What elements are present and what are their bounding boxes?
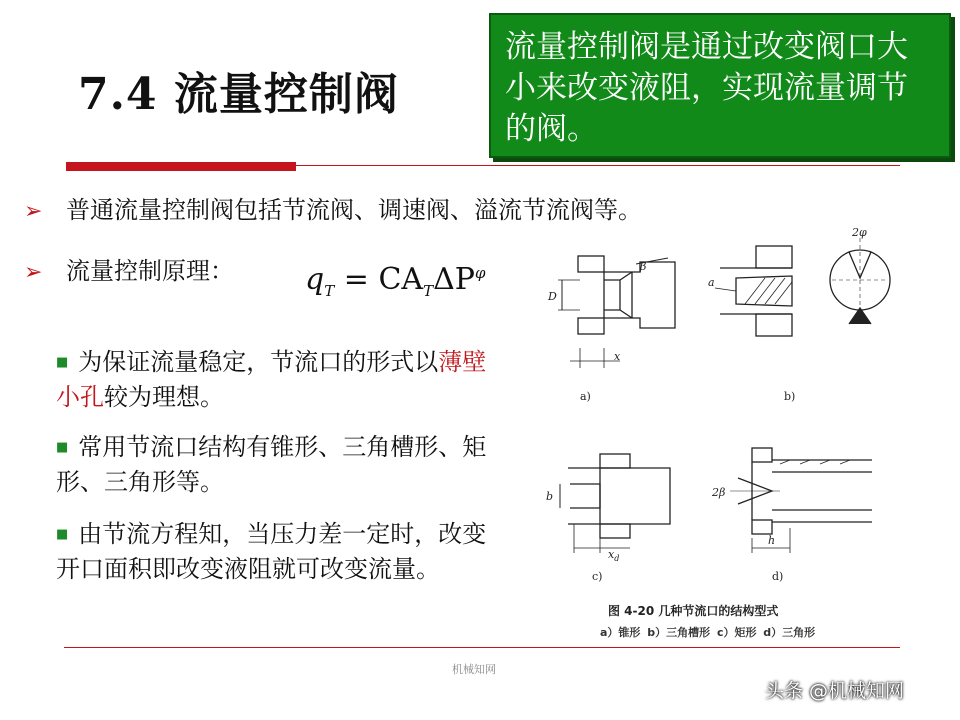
eq-dp: ΔP	[433, 262, 475, 297]
square-bullet-icon: ■	[56, 527, 69, 542]
dim-h-label: h	[768, 534, 776, 547]
throttle-orifice-figure	[540, 228, 896, 646]
eq-a-sub: T	[423, 282, 434, 300]
definition-callout: 流量控制阀是通过改变阀口大小来改变液阻，实现流量调节的阀。	[489, 13, 951, 158]
point-text: 常用节流口结构有锥形、三角槽形、矩形、三角形等。	[56, 433, 487, 496]
flow-equation	[305, 262, 485, 300]
dim-2phi-label: 2φ	[852, 228, 867, 239]
dim-xd-label: $x_d$	[608, 548, 620, 563]
bullet-text: 普通流量控制阀包括节流阀、调速阀、溢流节流阀等。	[66, 196, 642, 224]
footer-text: 机械知网	[452, 663, 496, 676]
figure-legend: a）锥形 b）三角槽形 c）矩形 d）三角形	[600, 626, 816, 639]
eq-exp: φ	[474, 264, 486, 282]
dim-x-label: x	[614, 350, 621, 363]
panel-d-label: d)	[772, 570, 784, 583]
arrow-bullet-icon: ➢	[24, 260, 43, 285]
square-bullet-icon: ■	[56, 440, 69, 455]
square-bullet-icon: ■	[56, 355, 69, 370]
panel-c-label: c)	[592, 570, 603, 583]
footer-rule	[64, 647, 900, 648]
point-text: 由节流方程知，当压力差一定时，改变开口面积即改变液阻就可改变流量。	[56, 520, 487, 583]
dim-2beta-label: 2β	[712, 486, 726, 499]
dim-a-label: a	[708, 276, 715, 289]
panel-a-label: a)	[580, 390, 591, 403]
bullet-types	[24, 195, 642, 227]
title-underline-bar	[66, 162, 296, 171]
title-underline-rule	[296, 165, 900, 166]
dim-D-label: D	[548, 290, 557, 303]
panel-c-rectangular	[560, 454, 670, 553]
point-orifice-types	[56, 430, 506, 499]
figure-caption: 图 4-20 几种节流口的结构型式	[608, 604, 779, 618]
eq-ca: = CA	[334, 262, 424, 297]
panel-d-triangle	[730, 448, 872, 553]
slide-title: 7.4 流量控制阀	[78, 69, 399, 120]
point-text-end: 较为理想。	[104, 383, 224, 411]
eq-q: q	[305, 262, 325, 297]
dim-beta-label: β	[640, 260, 647, 273]
bullet-text: 流量控制原理：	[66, 257, 234, 285]
bullet-principle	[24, 256, 234, 288]
panel-b-triangle-groove	[715, 238, 890, 336]
arrow-bullet-icon: ➢	[24, 199, 43, 224]
point-thin-orifice	[56, 345, 506, 414]
point-text: 为保证流量稳定，节流口的形式以	[78, 348, 439, 376]
point-flow-equation	[56, 517, 506, 586]
eq-q-sub: T	[324, 282, 335, 300]
panel-b-label: b)	[784, 390, 796, 403]
source-watermark: 头条 @机械知网	[765, 680, 905, 702]
dim-b-label: b	[546, 490, 554, 503]
point-highlight: 薄壁小孔	[56, 348, 487, 411]
